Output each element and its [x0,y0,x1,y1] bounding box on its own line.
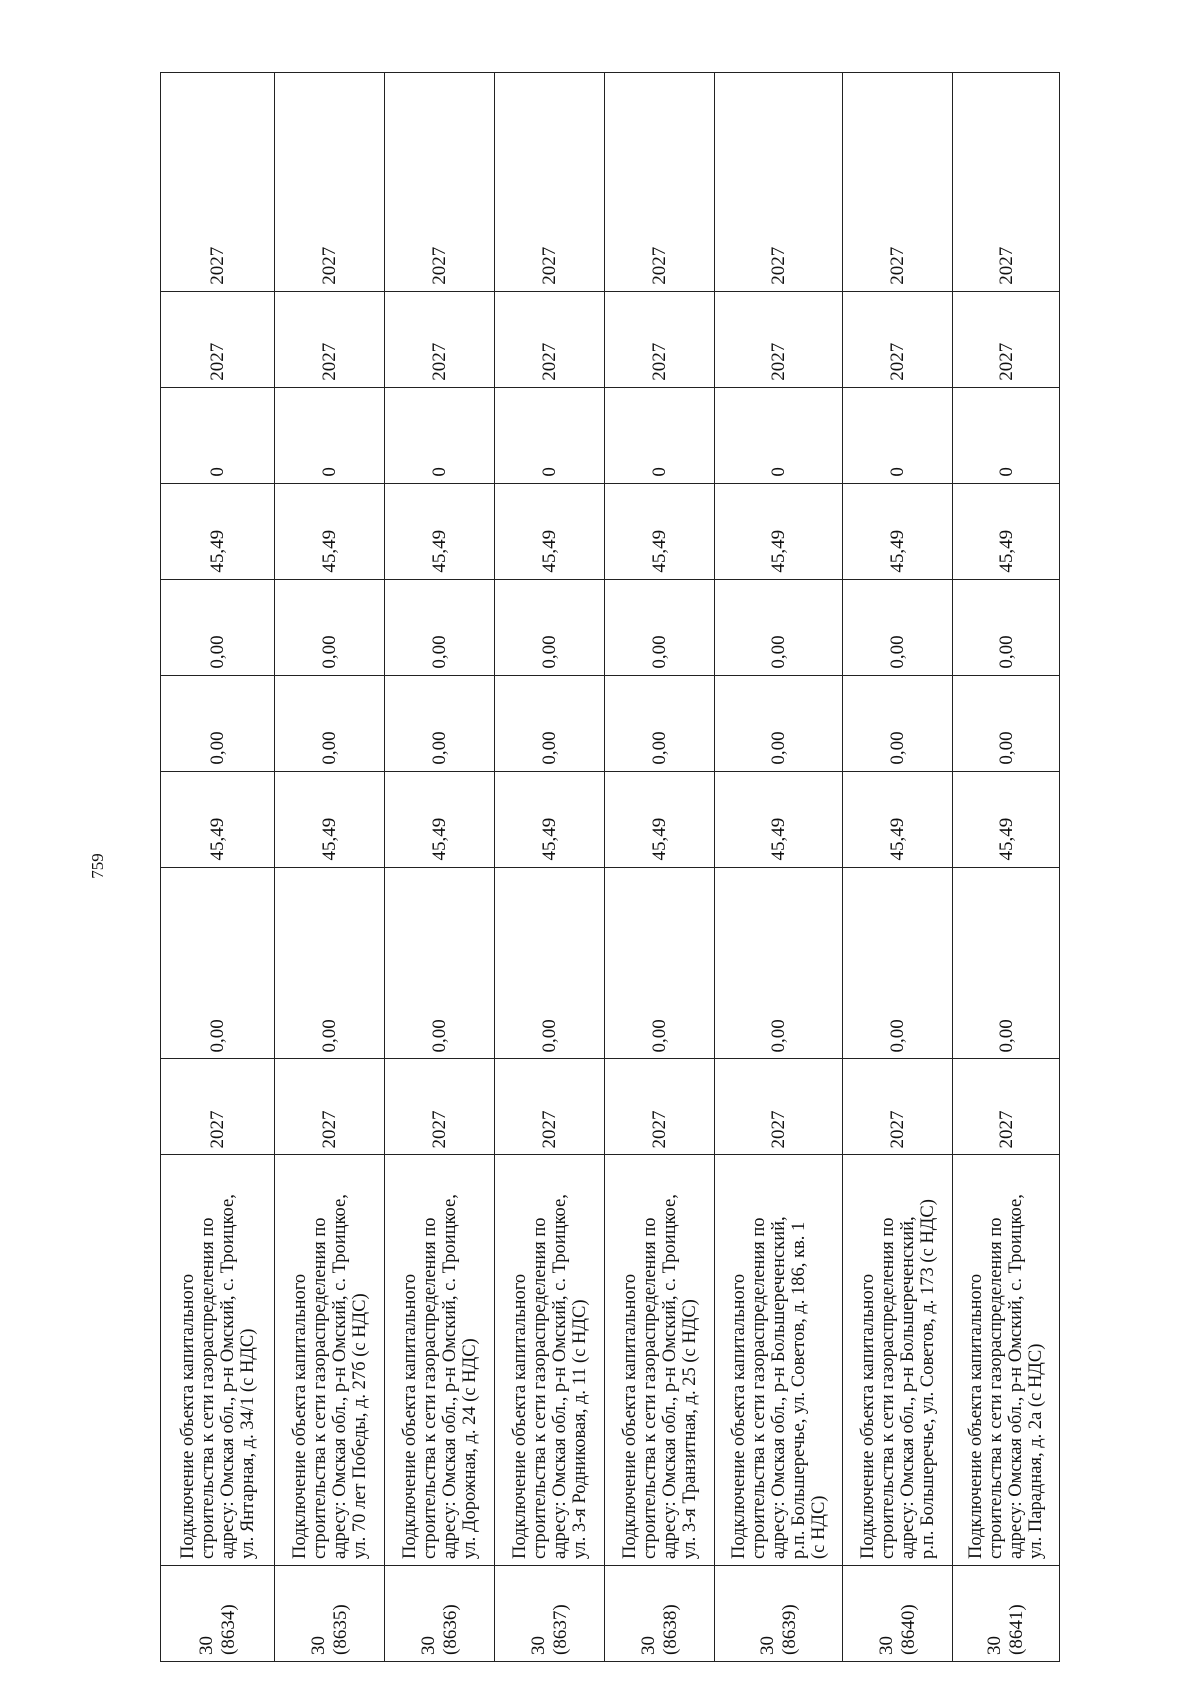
row-description-line: строительства к сети газораспределения по [748,1217,769,1560]
row-v4-cell: 0,00 [953,579,1060,675]
row-v2-cell: 45,49 [843,771,953,867]
row-description-line: строительства к сети газораспределения по [639,1217,660,1560]
row-code-line: (8636) [439,1604,461,1655]
row-description-cell [605,1155,715,1566]
row-v3-cell: 0,00 [385,675,495,771]
row-v1-cell: 0,00 [953,867,1060,1059]
row-y2-cell: 2027 [953,291,1060,387]
row-v5-cell: 45,49 [385,483,495,579]
row-v5-cell: 45,49 [953,483,1060,579]
row-description-line: Подключение объекта капитального [857,1273,878,1560]
row-v3-cell: 0,00 [161,675,275,771]
row-y2-cell: 2027 [715,291,843,387]
row-v5-cell: 45,49 [161,483,275,579]
row-v4-cell: 0,00 [495,579,605,675]
row-v3-cell: 0,00 [495,675,605,771]
row-y2-cell: 2027 [275,291,385,387]
row-description-line: ул. 3-я Транзитная, д. 25 (с НДС) [679,1299,700,1560]
table-row [161,73,275,1662]
row-description-line: Подключение объекта капитального [509,1273,530,1560]
row-v5-cell: 45,49 [495,483,605,579]
row-code-line: 30 [637,1636,659,1655]
row-description-line: Подключение объекта капитального [289,1273,310,1560]
row-description-line: ул. 3-я Родниковая, д. 11 (с НДС) [569,1299,590,1560]
row-y3-cell: 2027 [605,73,715,292]
row-year-cell: 2027 [495,1059,605,1155]
row-description-line: строительства к сети газораспределения по [529,1217,550,1560]
row-v3-cell: 0,00 [605,675,715,771]
row-v2-cell: 45,49 [275,771,385,867]
row-description-line: ул. 70 лет Победы, д. 27б (с НДС) [349,1293,370,1560]
row-v6-cell: 0 [605,387,715,483]
row-description-line: адресу: Омская обл., р-н Омский, с. Троицкое, [659,1194,680,1560]
row-y3-cell: 2027 [275,73,385,292]
row-year-cell: 2027 [275,1059,385,1155]
table-row [715,73,843,1662]
row-code-line: 30 [756,1636,778,1655]
row-y3-cell: 2027 [953,73,1060,292]
row-code-line: (8638) [659,1604,681,1655]
row-code-line: 30 [307,1636,329,1655]
row-description-line: Подключение объекта капитального [177,1273,198,1560]
row-v2-cell: 45,49 [161,771,275,867]
row-code-line: (8634) [217,1604,239,1655]
row-code-cell [385,1566,495,1662]
row-v3-cell: 0,00 [843,675,953,771]
row-y2-cell: 2027 [605,291,715,387]
row-y2-cell: 2027 [385,291,495,387]
row-description-cell [715,1155,843,1566]
table-row [275,73,385,1662]
table-row [953,73,1060,1662]
row-v6-cell: 0 [953,387,1060,483]
table-body [161,73,1060,1662]
row-v3-cell: 0,00 [953,675,1060,771]
row-code-line: (8640) [897,1604,919,1655]
row-v2-cell: 45,49 [495,771,605,867]
row-year-cell: 2027 [843,1059,953,1155]
row-v6-cell: 0 [275,387,385,483]
row-v4-cell: 0,00 [843,579,953,675]
row-v1-cell: 0,00 [495,867,605,1059]
row-y3-cell: 2027 [161,73,275,292]
row-description-line: Подключение объекта капитального [728,1273,749,1560]
row-y2-cell: 2027 [161,291,275,387]
row-description-line: р.п. Большеречье, ул. Советов, д. 186, кв. 1 [788,1221,809,1560]
row-description-cell [275,1155,385,1566]
row-code-cell [843,1566,953,1662]
row-code-line: (8639) [778,1604,800,1655]
row-v6-cell: 0 [161,387,275,483]
row-description-cell [953,1155,1060,1566]
row-v5-cell: 45,49 [605,483,715,579]
row-description-line: (с НДС) [808,1495,829,1560]
row-year-cell: 2027 [953,1059,1060,1155]
row-v5-cell: 45,49 [715,483,843,579]
row-description-line: строительства к сети газораспределения по [877,1217,898,1560]
row-v5-cell: 45,49 [275,483,385,579]
row-description-line: адресу: Омская обл., р-н Омский, с. Троицкое, [549,1194,570,1560]
row-description-cell [495,1155,605,1566]
row-description-line: строительства к сети газораспределения по [309,1217,330,1560]
row-v6-cell: 0 [385,387,495,483]
row-year-cell: 2027 [161,1059,275,1155]
row-description-line: ул. Парадная, д. 2а (с НДС) [1026,1343,1047,1560]
row-description-line: адресу: Омская обл., р-н Омский, с. Троицкое, [1006,1194,1027,1560]
row-description-cell [385,1155,495,1566]
row-v3-cell: 0,00 [275,675,385,771]
row-y3-cell: 2027 [715,73,843,292]
row-description-cell [161,1155,275,1566]
row-description-line: Подключение объекта капитального [399,1273,420,1560]
row-description-line: адресу: Омская обл., р-н Большереченский, [768,1216,789,1560]
table-row [385,73,495,1662]
row-code-line: (8637) [549,1604,571,1655]
page-number-text: 759 [88,853,107,879]
row-v4-cell: 0,00 [715,579,843,675]
row-code-cell [953,1566,1060,1662]
row-description-line: адресу: Омская обл., р-н Большереченский, [897,1216,918,1560]
row-code-cell [275,1566,385,1662]
table-row [605,73,715,1662]
row-y3-cell: 2027 [385,73,495,292]
row-v2-cell: 45,49 [953,771,1060,867]
row-year-cell: 2027 [385,1059,495,1155]
row-v1-cell: 0,00 [275,867,385,1059]
row-v4-cell: 0,00 [161,579,275,675]
row-description-line: адресу: Омская обл., р-н Омский, с. Троицкое, [217,1194,238,1560]
row-year-cell: 2027 [715,1059,843,1155]
row-description-line: адресу: Омская обл., р-н Омский, с. Троицкое, [439,1194,460,1560]
row-description-cell [843,1155,953,1566]
row-v4-cell: 0,00 [385,579,495,675]
row-v2-cell: 45,49 [385,771,495,867]
row-v1-cell: 0,00 [715,867,843,1059]
row-v2-cell: 45,49 [605,771,715,867]
row-code-cell [495,1566,605,1662]
table-container [160,72,1060,1662]
row-v3-cell: 0,00 [715,675,843,771]
row-description-line: строительства к сети газораспределения по [986,1217,1007,1560]
row-description-line: Подключение объекта капитального [966,1273,987,1560]
row-description-line: строительства к сети газораспределения по [419,1217,440,1560]
row-v5-cell: 45,49 [843,483,953,579]
row-v1-cell: 0,00 [161,867,275,1059]
row-description-line: ул. Дорожная, д. 24 (с НДС) [459,1338,480,1560]
row-v1-cell: 0,00 [385,867,495,1059]
row-y2-cell: 2027 [495,291,605,387]
row-year-cell: 2027 [605,1059,715,1155]
row-code-line: (8635) [329,1604,351,1655]
page-number [86,836,110,896]
row-v4-cell: 0,00 [275,579,385,675]
row-v6-cell: 0 [495,387,605,483]
row-code-line: 30 [984,1636,1006,1655]
row-v6-cell: 0 [715,387,843,483]
row-code-cell [161,1566,275,1662]
row-description-line: р.п. Большеречье, ул. Советов, д. 173 (с НДС) [917,1199,938,1560]
row-code-cell [715,1566,843,1662]
row-y3-cell: 2027 [843,73,953,292]
row-v1-cell: 0,00 [843,867,953,1059]
table-row [495,73,605,1662]
row-code-line: 30 [527,1636,549,1655]
row-v6-cell: 0 [843,387,953,483]
data-table [160,72,1060,1662]
row-v1-cell: 0,00 [605,867,715,1059]
row-code-line: 30 [417,1636,439,1655]
row-description-line: ул. Янтарная, д. 34/1 (с НДС) [237,1328,258,1560]
row-description-line: строительства к сети газораспределения по [197,1217,218,1560]
row-code-line: (8641) [1006,1604,1028,1655]
row-code-line: 30 [195,1636,217,1655]
row-v4-cell: 0,00 [605,579,715,675]
row-y3-cell: 2027 [495,73,605,292]
row-code-line: 30 [875,1636,897,1655]
row-v2-cell: 45,49 [715,771,843,867]
table-row [843,73,953,1662]
row-description-line: адресу: Омская обл., р-н Омский, с. Троицкое, [329,1194,350,1560]
row-description-line: Подключение объекта капитального [619,1273,640,1560]
row-y2-cell: 2027 [843,291,953,387]
row-code-cell [605,1566,715,1662]
